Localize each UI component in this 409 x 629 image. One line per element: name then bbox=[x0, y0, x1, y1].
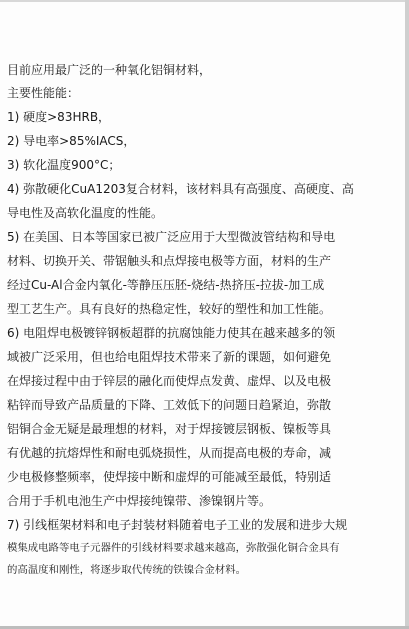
item-5-line: 经过Cu-Al合金内氧化-等静压压胚-烧结-热挤压-拉拔-加工成 bbox=[7, 278, 325, 292]
item-5-line: 5) 在美国、日本等国家已被广泛应用于大型微波管结构和导电 bbox=[7, 230, 336, 244]
item-5-line: 型工艺生产。具有良好的热稳定性，较好的塑性和加工性能。 bbox=[7, 302, 332, 316]
item-7-line: 的高温度和刚性，将逐步取代传统的铁镍合金材料。 bbox=[7, 564, 246, 576]
item-6-line: 合用于手机电池生产中焊接纯镍带、渗镍钢片等。 bbox=[7, 494, 272, 508]
properties-heading: 主要性能能： bbox=[7, 86, 80, 100]
document-body bbox=[7, 59, 401, 581]
item-7-line: 7) 引线框架材料和电子封装材料随着电子工业的发展和进步大规 bbox=[7, 518, 348, 532]
item-6-line: 6) 电阻焊电极镀锌钢板超群的抗腐蚀能力使其在越来越多的领 bbox=[7, 326, 336, 340]
item-4-line: 导电性及高软化温度的性能。 bbox=[7, 206, 164, 220]
intro-line: 目前应用最广泛的一种氧化铝铜材料， bbox=[7, 63, 212, 77]
item-2-line: 2) 导电率>85%IACS， bbox=[7, 134, 136, 148]
item-6-line: 少电极修整频率，使焊接中断和虚焊的可能减至最低，特别适 bbox=[7, 470, 332, 484]
top-edge-rule bbox=[0, 0, 409, 2]
item-6-line: 在焊接过程中由于锌层的融化而使焊点发黄、虚焊、以及电极 bbox=[7, 374, 332, 388]
item-6-line: 域被广泛采用，但也给电阻焊技术带来了新的课题，如何避免 bbox=[7, 350, 332, 364]
item-1-line: 1) 硬度>83HRB， bbox=[7, 110, 111, 124]
item-3-line: 3) 软化温度900°C； bbox=[7, 158, 121, 172]
item-7-line: 模集成电路等电子元器件的引线材料要求越来越高，弥散强化铜合金具有 bbox=[7, 542, 340, 554]
right-edge-rule bbox=[405, 0, 409, 629]
item-4-line: 4) 弥散硬化CuA1203复合材料，该材料具有高强度、高硬度、高 bbox=[7, 182, 354, 196]
item-6-line: 有优越的抗熔焊性和耐电弧烧损性，从而提高电极的寿命，减 bbox=[7, 446, 332, 460]
item-6-line: 粘锌而导致产品质量的下降、工效低下的问题日趋紧迫，弥散 bbox=[7, 398, 332, 412]
item-5-line: 材料、切换开关、带锯触头和点焊接电极等方面，材料的生产 bbox=[7, 254, 332, 268]
item-6-line: 铝铜合金无疑是最理想的材料，对于焊接镀层钢板、镍板等具 bbox=[7, 422, 332, 436]
